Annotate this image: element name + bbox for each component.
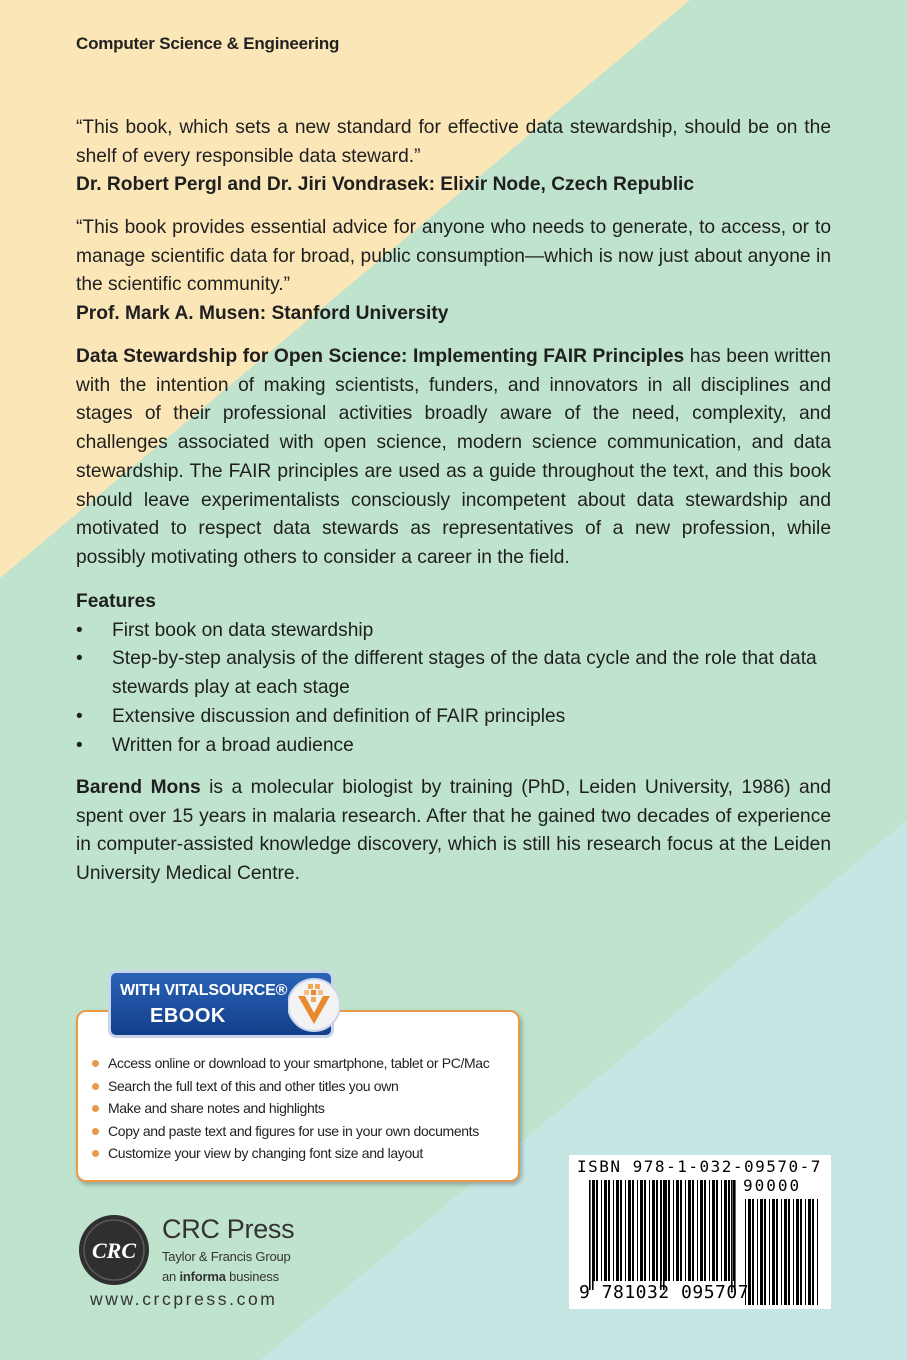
- author-bio-text: is a molecular biologist by training (PhD, Leiden University, 1986) and spent over 15 years in malaria research. After that he gained two decades of experience in computer-assisted knowledge discovery, which is still his research focus at the Leiden University Medical Centre.: [76, 777, 831, 885]
- barcode-bar: [752, 1199, 754, 1305]
- barcode-bar: [596, 1180, 598, 1281]
- crc-logo-text: CRC: [91, 1238, 137, 1263]
- bullet-dot-icon: [92, 1060, 99, 1067]
- ebook-benefit: [92, 1120, 489, 1143]
- barcode-bar: [788, 1199, 790, 1305]
- barcode-bar: [640, 1180, 643, 1281]
- feature-text: First book on data stewardship: [112, 619, 374, 641]
- barcode-bar: [808, 1199, 811, 1305]
- price-addon-code: 90000: [743, 1176, 802, 1195]
- ebook-benefit: [92, 1075, 489, 1098]
- barcode-bar: [716, 1180, 718, 1281]
- business-prefix: an: [162, 1269, 180, 1284]
- barcode-guard-bar: [592, 1180, 594, 1290]
- barcode-bar: [764, 1199, 766, 1305]
- barcode-bar: [601, 1180, 602, 1281]
- ebook-benefit: [92, 1097, 489, 1120]
- quote-2: [76, 214, 831, 329]
- bullet-icon: •: [76, 734, 83, 756]
- barcode-bar: [676, 1180, 679, 1281]
- author-name: Barend Mons: [76, 777, 201, 798]
- barcode-bar: [656, 1180, 658, 1281]
- bullet-dot-icon: [92, 1128, 99, 1135]
- barcode-guard-bar: [734, 1180, 736, 1290]
- badge-line-1: WITH VITALSOURCE®: [120, 982, 288, 999]
- vitalsource-emblem-icon: [288, 976, 340, 1034]
- quote-1-text: “This book, which sets a new standard for effective data stewardship, should be on the shelf of every responsible data steward.”: [76, 117, 831, 167]
- business-suffix: business: [225, 1269, 279, 1284]
- barcode-guard-bar: [589, 1180, 591, 1290]
- barcode-bar: [637, 1180, 638, 1281]
- barcode-bar: [668, 1180, 670, 1281]
- barcode-bar: [721, 1180, 722, 1281]
- barcode-bar: [632, 1180, 634, 1281]
- barcode-bar: [704, 1180, 706, 1281]
- barcode-bar: [604, 1180, 607, 1281]
- ebook-benefit-text: Copy and paste text and figures for use in your own documents: [108, 1122, 479, 1139]
- quote-1-attribution: Dr. Robert Pergl and Dr. Jiri Vondrasek: Elixir Node, Czech Republic: [76, 174, 695, 196]
- quote-2-text: “This book provides essential advice for anyone who needs to generate, to access, or to manage scientific data for broad, public consumption—which is now just about anyone in the scientific community.”: [76, 217, 831, 296]
- barcode-bar: [652, 1180, 655, 1281]
- barcode-bar: [757, 1199, 758, 1305]
- feature-item: [76, 617, 831, 646]
- publisher-group: Taylor & Francis Group: [162, 1249, 291, 1264]
- ebook-benefit-text: Access online or download to your smartphone, tablet or PC/Mac: [108, 1055, 490, 1071]
- barcode-bar: [697, 1180, 698, 1281]
- barcode-guard-bar: [731, 1180, 733, 1290]
- barcode-bar: [724, 1180, 727, 1281]
- description-body: has been written with the intention of making scientists, funders, and innovators in all disciplines and stages of their professional activities broadly aware of the need, complexity, and challenges associated with open science, modern science communication, and data stewardship. The FAIR principles are used as a guide throughout the text, and this book should leave experimentalists consciously incompetent about data stewardship and motivated to respect data stewards as representatives of a new profession, while possibly motivating others to consider a career in the field.: [76, 346, 831, 568]
- business-brand: informa: [179, 1269, 226, 1284]
- barcode-bar: [769, 1199, 770, 1305]
- ebook-benefit: [92, 1052, 489, 1075]
- ebook-benefit-text: Make and share notes and highlights: [108, 1100, 325, 1116]
- isbn-barcode: [569, 1155, 831, 1309]
- publisher-url: www.crcpress.com: [90, 1289, 278, 1309]
- barcode-bar: [728, 1180, 730, 1281]
- badge-line-2: EBOOK: [150, 1005, 226, 1027]
- feature-text: Extensive discussion and definition of FAIR principles: [112, 705, 566, 727]
- barcode-bar: [620, 1180, 622, 1281]
- barcode-bar: [709, 1180, 710, 1281]
- publisher-business: [162, 1269, 279, 1284]
- barcode-bar: [772, 1199, 775, 1305]
- barcode-bar: [796, 1199, 799, 1305]
- barcode-bar: [817, 1199, 818, 1305]
- feature-text: Written for a broad audience: [112, 734, 354, 756]
- quote-2-attribution: Prof. Mark A. Musen: Stanford University: [76, 303, 449, 325]
- barcode-bar: [733, 1180, 734, 1281]
- barcode-bar: [688, 1180, 691, 1281]
- feature-item: [76, 703, 831, 732]
- ebook-benefit-text: Search the full text of this and other titles you own: [108, 1077, 399, 1094]
- bullet-icon: •: [76, 619, 83, 641]
- features-section: [76, 588, 831, 760]
- barcode-bar: [700, 1180, 703, 1281]
- category-label: Computer Science & Engineering: [76, 34, 340, 53]
- ean-digits: 9 781032 095707: [579, 1282, 750, 1303]
- publisher-name: CRC Press: [162, 1214, 295, 1244]
- barcode-bar: [760, 1199, 763, 1305]
- barcode-bar: [625, 1180, 626, 1281]
- feature-item: [76, 645, 831, 702]
- bullet-dot-icon: [92, 1105, 99, 1112]
- ebook-benefit: [92, 1142, 489, 1165]
- ebook-benefit-text: Customize your view by changing font size and layout: [108, 1145, 423, 1161]
- barcode-bar: [673, 1180, 674, 1281]
- bullet-dot-icon: [92, 1150, 99, 1157]
- barcode-guard-bar: [660, 1180, 662, 1290]
- barcode-bar: [613, 1180, 614, 1281]
- barcode-bar: [805, 1199, 806, 1305]
- features-list: [76, 617, 831, 761]
- bullet-icon: •: [76, 648, 83, 670]
- feature-text: Step-by-step analysis of the different stages of the data cycle and the role that data stewards play at each stage: [112, 648, 817, 699]
- feature-item: [76, 732, 831, 761]
- vitalsource-ebook-badge: [108, 970, 338, 1042]
- barcode-bar: [692, 1180, 694, 1281]
- barcode-bar: [784, 1199, 787, 1305]
- barcode-bar: [712, 1180, 715, 1281]
- barcode-bar: [685, 1180, 686, 1281]
- barcode-bar: [680, 1180, 682, 1281]
- barcode-bar: [781, 1199, 782, 1305]
- author-bio: [76, 774, 831, 889]
- barcode-bar: [644, 1180, 646, 1281]
- ebook-benefits-list: [92, 1052, 489, 1165]
- barcode-bar: [608, 1180, 610, 1281]
- isbn-number: ISBN 978-1-032-09570-7: [577, 1157, 822, 1176]
- book-title: Data Stewardship for Open Science: Implementing FAIR Principles: [76, 346, 685, 367]
- book-description: [76, 343, 831, 573]
- barcode-guard-bar: [663, 1180, 665, 1290]
- barcode-bar: [649, 1180, 650, 1281]
- barcode-bar: [800, 1199, 802, 1305]
- barcode-bar: [793, 1199, 794, 1305]
- barcode-bar: [616, 1180, 619, 1281]
- barcode-bar: [776, 1199, 778, 1305]
- barcode-bar: [812, 1199, 814, 1305]
- quote-1: [76, 114, 831, 200]
- bullet-dot-icon: [92, 1083, 99, 1090]
- crc-logo-icon: [78, 1214, 150, 1286]
- bullet-icon: •: [76, 705, 83, 727]
- barcode-bar: [628, 1180, 631, 1281]
- features-heading: Features: [76, 591, 156, 612]
